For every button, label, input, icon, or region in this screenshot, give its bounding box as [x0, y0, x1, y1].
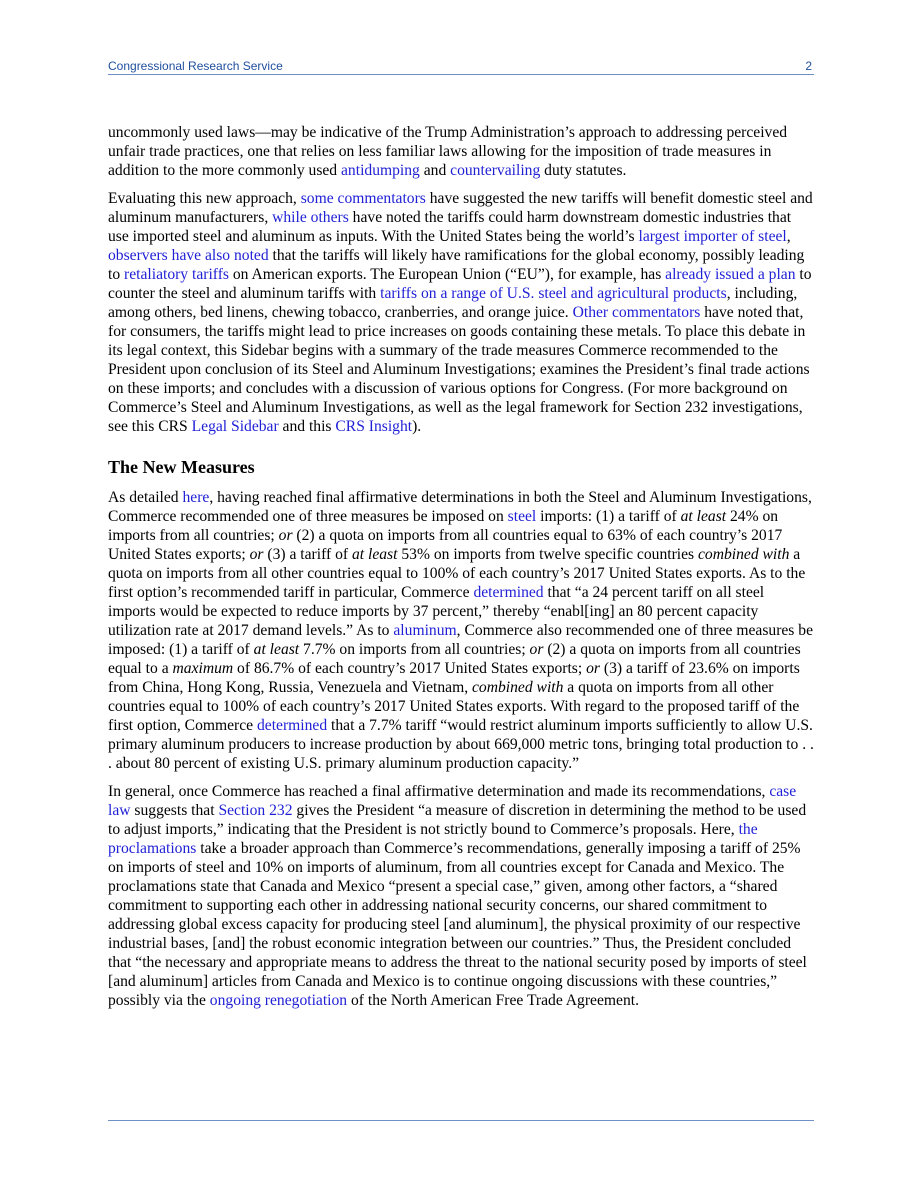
text-run: 53% on imports from twelve specific countries: [397, 546, 698, 563]
italic-run: at least: [351, 546, 398, 563]
text-run: As detailed: [108, 489, 183, 506]
text-run: have suggested the new tariffs will benefit domestic steel and aluminum manufacturers,: [108, 190, 813, 226]
link-steel[interactable]: steel: [507, 508, 537, 525]
italic-run: or: [529, 641, 544, 658]
paragraph-3: [108, 488, 814, 773]
link-case-law[interactable]: case law: [108, 783, 797, 819]
italic-run: combined with: [472, 679, 564, 696]
text-run: that the tariffs will likely have ramifications for the global economy, possibly leading to: [108, 247, 805, 283]
italic-run: combined with: [698, 546, 790, 563]
text-run: uncommonly used laws—may be indicative of the Trump Administration’s approach to addressing perceived unfair trade practices, one that relies on less familiar laws allowing for the imposition of trade measures in addition to the more commonly used: [108, 124, 788, 179]
text-run: (3) a tariff of: [263, 546, 352, 563]
text-run: that “a 24 percent tariff on all steel imports would be expected to reduce imports by 37 percent,” thereby “enabl[ing] an 80 percent capacity utilization rate at 2017 demand levels.” As to: [108, 584, 765, 639]
link-proclamations[interactable]: the proclamations: [108, 821, 758, 857]
text-run: have noted the tariffs could harm downstream domestic industries that use imported steel and aluminum as inputs. With the United States being the world’s: [108, 209, 792, 245]
text-run: gives the President “a measure of discretion in determining the method to be used to adjust imports,” indicating that the President is not strictly bound to Commerce’s proposals. Here,: [108, 802, 807, 838]
link-determined-aluminum[interactable]: determined: [256, 717, 328, 734]
link-already-issued-plan[interactable]: already issued a plan: [665, 266, 796, 283]
body-text: [108, 123, 814, 1019]
text-run: , Commerce also recommended one of three measures be imposed: (1) a tariff of: [108, 622, 813, 658]
text-run: and: [419, 162, 451, 179]
text-run: a quota on imports from all other countries equal to 100% of each country’s 2017 United States exports. With regard to the proposed tariff of the first option, Commerce: [108, 679, 800, 734]
header-title: Congressional Research Service: [108, 59, 283, 73]
page-header: [108, 58, 814, 75]
text-run: (3) a tariff of 23.6% on imports from China, Hong Kong, Russia, Venezuela and Vietnam,: [108, 660, 800, 696]
link-some-commentators[interactable]: some commentators: [300, 190, 426, 207]
link-other-commentators[interactable]: Other commentators: [572, 304, 701, 321]
text-run: In general, once Commerce has reached a final affirmative determination and made its recommendations,: [108, 783, 770, 800]
text-run: that a 7.7% tariff “would restrict aluminum imports sufficiently to allow U.S. primary aluminum producers to increase production by about 669,000 metric tons, bringing total production to . . . about 80 percent of existing U.S. primary aluminum production capacity.”: [108, 717, 814, 772]
text-run: suggests that: [130, 802, 219, 819]
text-run: to counter the steel and aluminum tariffs with: [108, 266, 812, 302]
link-determined-steel[interactable]: determined: [473, 584, 544, 601]
text-run: duty statutes.: [540, 162, 627, 179]
link-countervailing[interactable]: countervailing: [450, 162, 541, 179]
text-run: (2) a quota on imports from all countries equal to 63% of each country’s 2017 United States exports;: [108, 527, 783, 563]
text-run: 24% on imports from all countries;: [108, 508, 779, 544]
paragraph-4: [108, 782, 814, 1010]
text-run: and this: [278, 418, 336, 435]
text-run: take a broader approach than Commerce’s recommendations, generally imposing a tariff of 25% on imports of steel and 10% on imports of aluminum, from all countries except for Canada and Mexico. The proclamations state that Canada and Mexico “present a special case,” given, among other factors, a “shared commitment to supporting each other in addressing national security concerns, our shared commitment to addressing global excess capacity for producing steel [and aluminum], the physical proximity of our respective industrial bases, [and] the robust economic integration between our countries.” Thus, the President concluded that “the necessary and appropriate means to address the threat to the national security posed by imports of steel [and aluminum] articles from Canada and Mexico is to continue ongoing discussions with these countries,” possibly via the: [108, 840, 807, 1009]
text-run: Evaluating this new approach,: [108, 190, 301, 207]
text-run: 7.7% on imports from all countries;: [299, 641, 530, 658]
italic-run: or: [278, 527, 293, 544]
paragraph-1: [108, 123, 814, 180]
page-number: 2: [805, 59, 812, 73]
text-run: , including, among others, bed linens, chewing tobacco, cranberries, and orange juice.: [108, 285, 798, 321]
text-run: ).: [412, 418, 422, 435]
text-run: imports: (1) a tariff of: [536, 508, 681, 525]
paragraph-2: [108, 189, 814, 436]
link-antidumping[interactable]: antidumping: [341, 162, 420, 179]
italic-run: or: [249, 546, 264, 563]
link-here[interactable]: here: [182, 489, 210, 506]
text-run: ,: [786, 228, 791, 245]
link-largest-importer[interactable]: largest importer of steel: [638, 228, 787, 245]
link-retaliatory-tariffs[interactable]: retaliatory tariffs: [124, 266, 229, 283]
text-run: of 86.7% of each country’s 2017 United States exports;: [233, 660, 587, 677]
italic-run: maximum: [172, 660, 234, 677]
link-crs-insight[interactable]: CRS Insight: [335, 418, 413, 435]
link-tariffs-range[interactable]: tariffs on a range of U.S. steel and agricultural products: [380, 285, 727, 302]
link-observers[interactable]: observers have also noted: [108, 247, 269, 264]
link-aluminum[interactable]: aluminum: [393, 622, 457, 639]
footer-rule: [108, 1120, 814, 1121]
text-run: of the North American Free Trade Agreement.: [347, 992, 639, 1009]
italic-run: or: [586, 660, 600, 677]
text-run: on American exports. The European Union (“EU”), for example, has: [228, 266, 666, 283]
text-run: (2) a quota on imports from all countries equal to a: [108, 641, 801, 677]
text-run: , having reached final affirmative determinations in both the Steel and Aluminum Investigations, Commerce recommended one of three measures be imposed on: [108, 489, 812, 525]
link-legal-sidebar[interactable]: Legal Sidebar: [191, 418, 279, 435]
italic-run: at least: [253, 641, 300, 658]
text-run: a quota on imports from all other countries equal to 100% of each country’s 2017 United States exports. As to the first option’s recommended tariff in particular, Commerce: [108, 546, 806, 601]
link-section-232[interactable]: Section 232: [218, 802, 293, 819]
italic-run: at least: [680, 508, 727, 525]
text-run: have noted that, for consumers, the tariffs might lead to price increases on goods containing these metals. To place this debate in its legal context, this Sidebar begins with a summary of the trade measures Commerce recommended to the President upon conclusion of its Steel and Aluminum Investigations; examines the President’s final trade actions on these imports; and concludes with a discussion of various options for Congress. (For more background on Commerce’s Steel and Aluminum Investigations, as well as the legal framework for Section 232 investigations, see this CRS: [108, 304, 810, 435]
link-ongoing-renegotiation[interactable]: ongoing renegotiation: [209, 992, 348, 1009]
section-heading: The New Measures: [108, 457, 255, 477]
link-while-others[interactable]: while others: [272, 209, 349, 226]
